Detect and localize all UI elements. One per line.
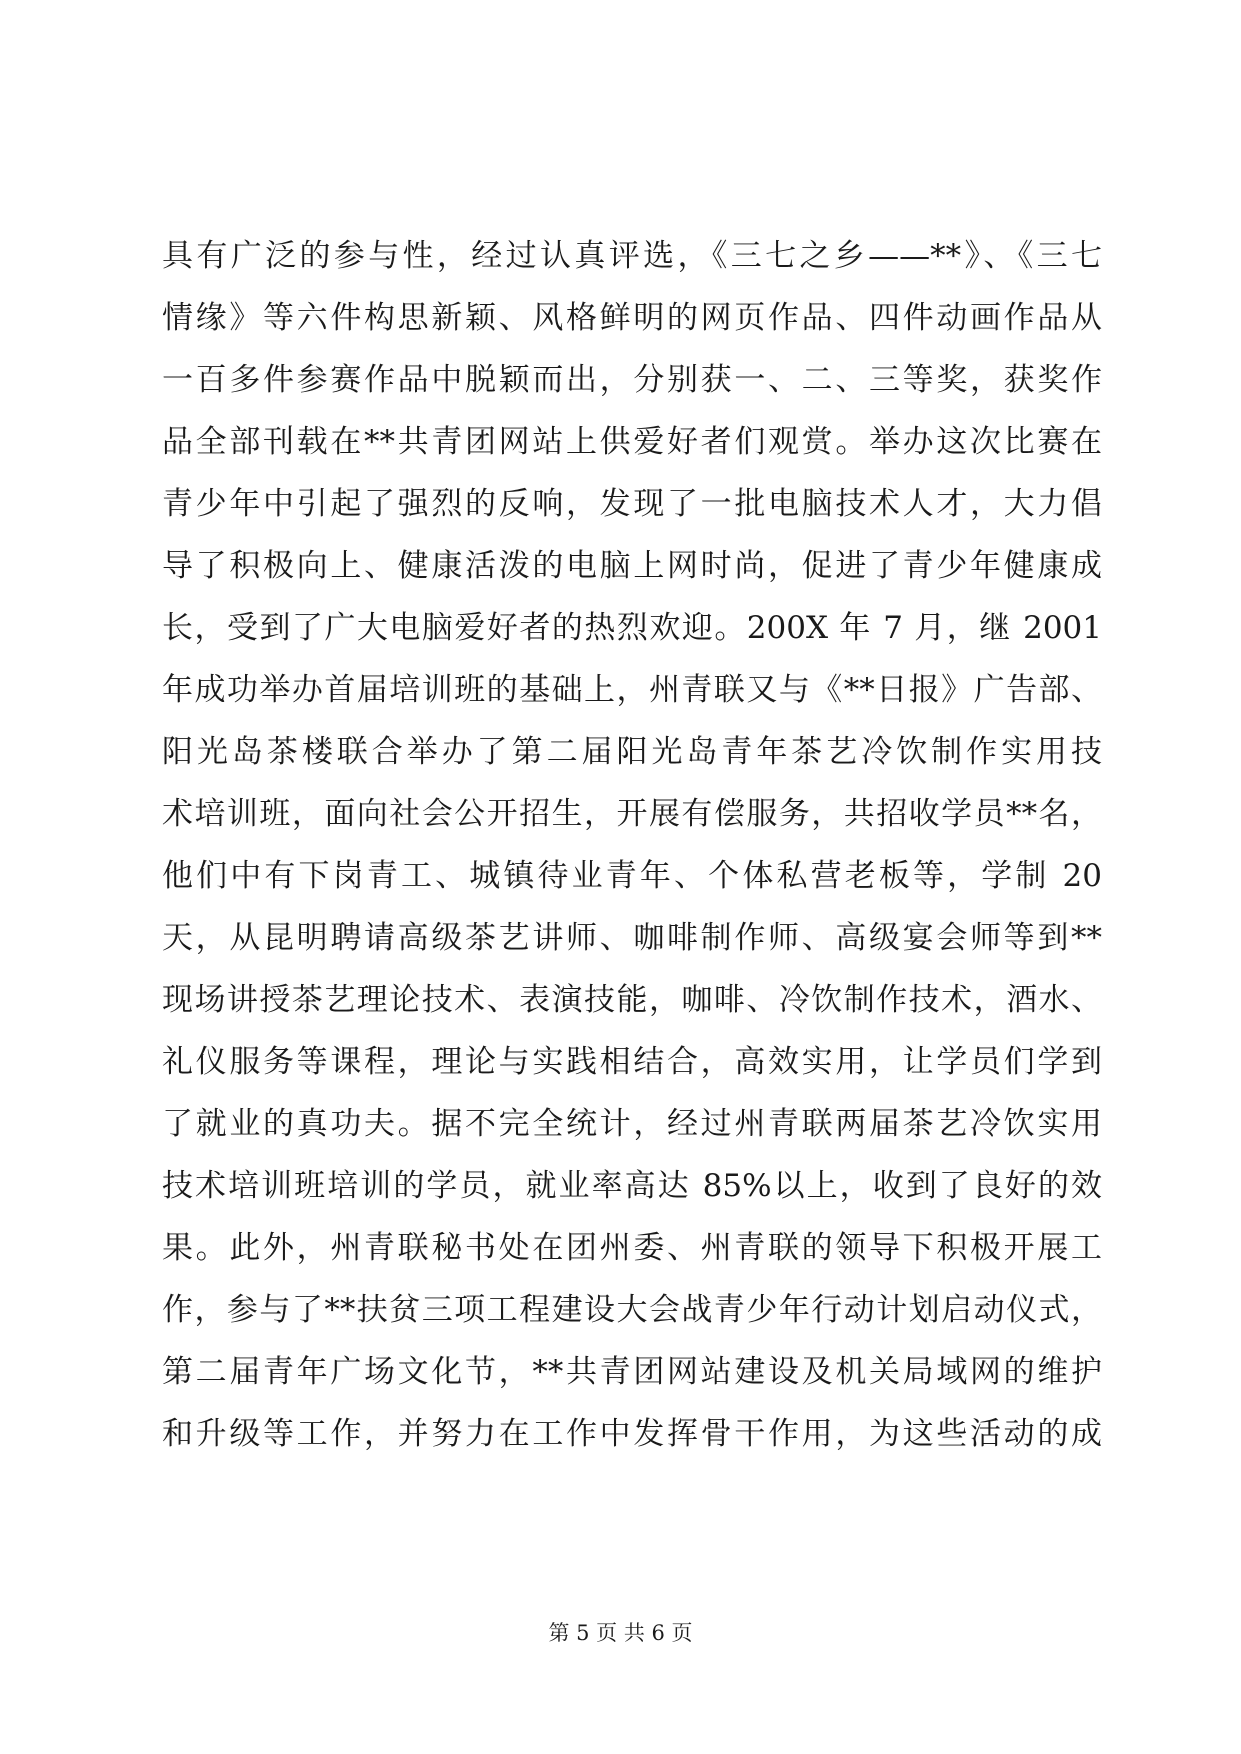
text-line: 技术培训班培训的学员，就业率高达 85%以上，收到了良好的效 bbox=[162, 1168, 1102, 1204]
text-line: 作，参与了**扶贫三项工程建设大会战青少年行动计划启动仪式， bbox=[162, 1292, 1102, 1328]
text-line: 礼仪服务等课程，理论与实践相结合，高效实用，让学员们学到 bbox=[162, 1044, 1102, 1080]
text-line: 第二届青年广场文化节，**共青团网站建设及机关局域网的维护 bbox=[162, 1354, 1102, 1390]
text-line: 长，受到了广大电脑爱好者的热烈欢迎。200X 年 7 月，继 2001 bbox=[162, 610, 1102, 646]
text-line: 术培训班，面向社会公开招生，开展有偿服务，共招收学员**名， bbox=[162, 796, 1102, 832]
text-line: 品全部刊载在**共青团网站上供爱好者们观赏。举办这次比赛在 bbox=[162, 424, 1102, 460]
page-footer bbox=[0, 1618, 1241, 1648]
text-line: 他们中有下岗青工、城镇待业青年、个体私营老板等，学制 20 bbox=[162, 858, 1102, 894]
text-line: 现场讲授茶艺理论技术、表演技能，咖啡、冷饮制作技术，酒水、 bbox=[162, 982, 1102, 1018]
text-line: 果。此外，州青联秘书处在团州委、州青联的领导下积极开展工 bbox=[162, 1230, 1102, 1266]
text-line: 阳光岛茶楼联合举办了第二届阳光岛青年茶艺冷饮制作实用技 bbox=[162, 734, 1102, 770]
text-line: 导了积极向上、健康活泼的电脑上网时尚，促进了青少年健康成 bbox=[162, 548, 1102, 584]
text-line: 具有广泛的参与性，经过认真评选，《三七之乡——**》、《三七 bbox=[162, 238, 1102, 274]
page-indicator: 第 5 页 共 6 页 bbox=[548, 1621, 693, 1645]
text-line: 青少年中引起了强烈的反响，发现了一批电脑技术人才，大力倡 bbox=[162, 486, 1102, 522]
text-line: 情缘》等六件构思新颖、风格鲜明的网页作品、四件动画作品从 bbox=[162, 300, 1102, 336]
text-line: 了就业的真功夫。据不完全统计，经过州青联两届茶艺冷饮实用 bbox=[162, 1106, 1102, 1142]
text-line: 天，从昆明聘请高级茶艺讲师、咖啡制作师、高级宴会师等到** bbox=[162, 920, 1102, 956]
text-line: 年成功举办首届培训班的基础上，州青联又与《**日报》广告部、 bbox=[162, 672, 1102, 708]
text-line: 和升级等工作，并努力在工作中发挥骨干作用，为这些活动的成 bbox=[162, 1416, 1102, 1452]
text-line: 一百多件参赛作品中脱颖而出，分别获一、二、三等奖，获奖作 bbox=[162, 362, 1102, 398]
body-text bbox=[162, 225, 1102, 1465]
